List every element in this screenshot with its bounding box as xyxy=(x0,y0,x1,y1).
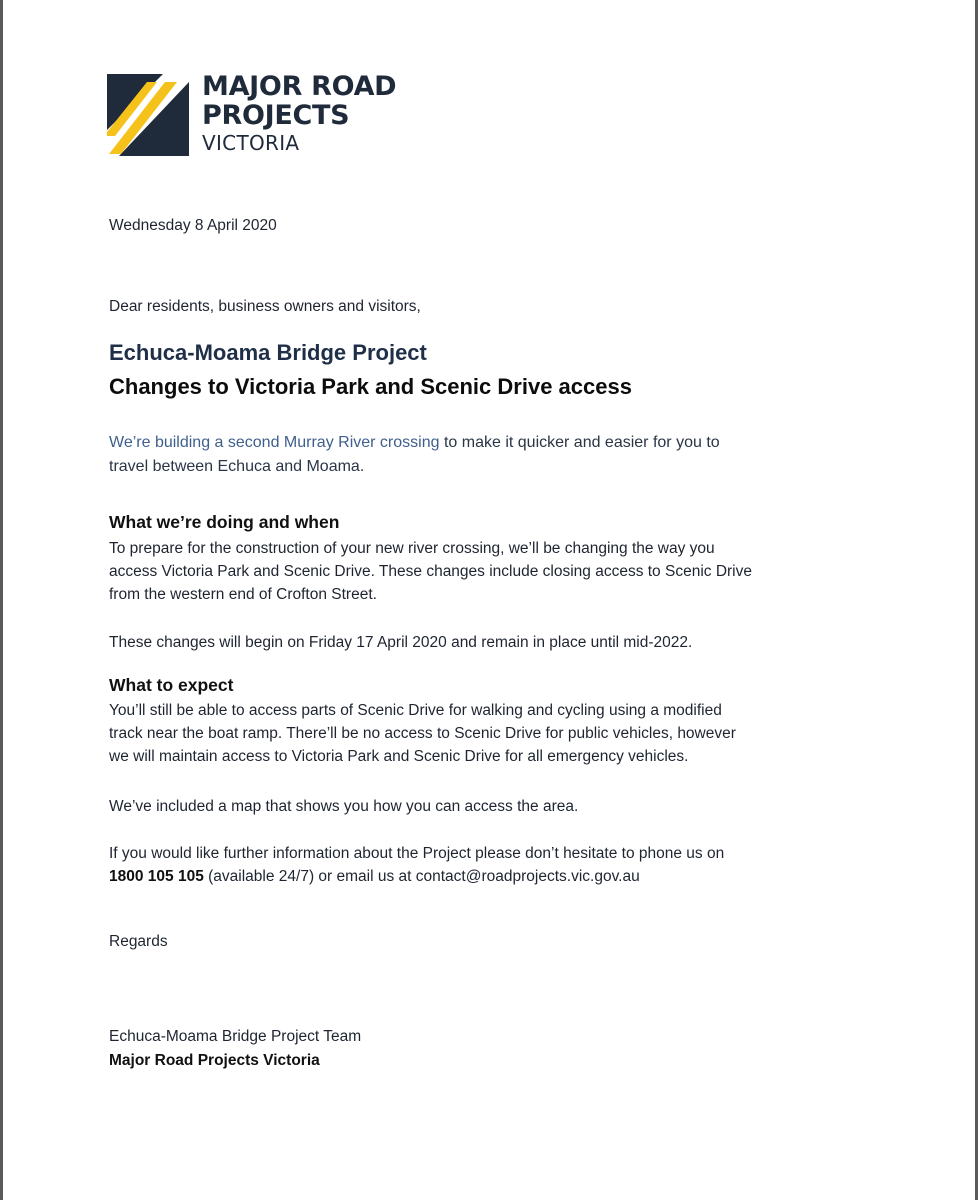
regards: Regards xyxy=(109,933,168,950)
map-paragraph: We’ve included a map that shows you how you can access the area. xyxy=(109,798,579,815)
logo-line-projects: PROJECTS xyxy=(202,100,350,131)
intro-line2: travel between Echuca and Moama. xyxy=(109,458,365,475)
letter-title: Echuca-Moama Bridge Project xyxy=(109,340,427,365)
letter-date: Wednesday 8 April 2020 xyxy=(109,217,277,234)
salutation: Dear residents, business owners and visitors, xyxy=(109,298,421,315)
paragraph-line: track near the boat ramp. There’ll be no access to Scenic Drive for public vehicles, however xyxy=(109,725,736,742)
signature-org: Major Road Projects Victoria xyxy=(109,1052,320,1069)
section-heading-expect: What to expect xyxy=(109,675,234,695)
mrpv-logo-mark-icon xyxy=(107,74,189,156)
letter-subtitle: Changes to Victoria Park and Scenic Drive access xyxy=(109,374,632,399)
logo-wordmark xyxy=(202,72,396,155)
logo-line-major-road: MAJOR ROAD xyxy=(202,71,397,102)
section-heading-doing: What we’re doing and when xyxy=(109,512,340,532)
contact-line2: (available 24/7) or email us at contact@roadprojects.vic.gov.au xyxy=(203,868,640,885)
section-expect-paragraph xyxy=(109,699,736,768)
paragraph-line: we will maintain access to Victoria Park and Scenic Drive for all emergency vehicles. xyxy=(109,748,689,765)
logo xyxy=(107,71,397,156)
paragraph-line: from the western end of Crofton Street. xyxy=(109,586,377,603)
paragraph-line: To prepare for the construction of your new river crossing, we’ll be changing the way you xyxy=(109,540,715,557)
contact-line1: If you would like further information about the Project please don’t hesitate to phone us on xyxy=(109,845,725,862)
paragraph-line: access Victoria Park and Scenic Drive. These changes include closing access to Scenic Drive xyxy=(109,563,752,580)
contact-paragraph xyxy=(109,842,724,888)
section-doing-paragraph xyxy=(109,537,752,606)
logo-line-victoria: VICTORIA xyxy=(202,131,300,155)
signature-team: Echuca-Moama Bridge Project Team xyxy=(109,1028,362,1045)
intro-rest: to make it quicker and easier for you to xyxy=(439,434,720,451)
intro-paragraph xyxy=(109,431,720,479)
intro-highlight: We’re building a second Murray River crossing xyxy=(109,434,440,451)
paragraph-line: You’ll still be able to access parts of Scenic Drive for walking and cycling using a modified xyxy=(109,702,722,719)
dates-paragraph: These changes will begin on Friday 17 April 2020 and remain in place until mid-2022. xyxy=(109,634,693,651)
contact-phone: 1800 105 105 xyxy=(109,868,204,885)
